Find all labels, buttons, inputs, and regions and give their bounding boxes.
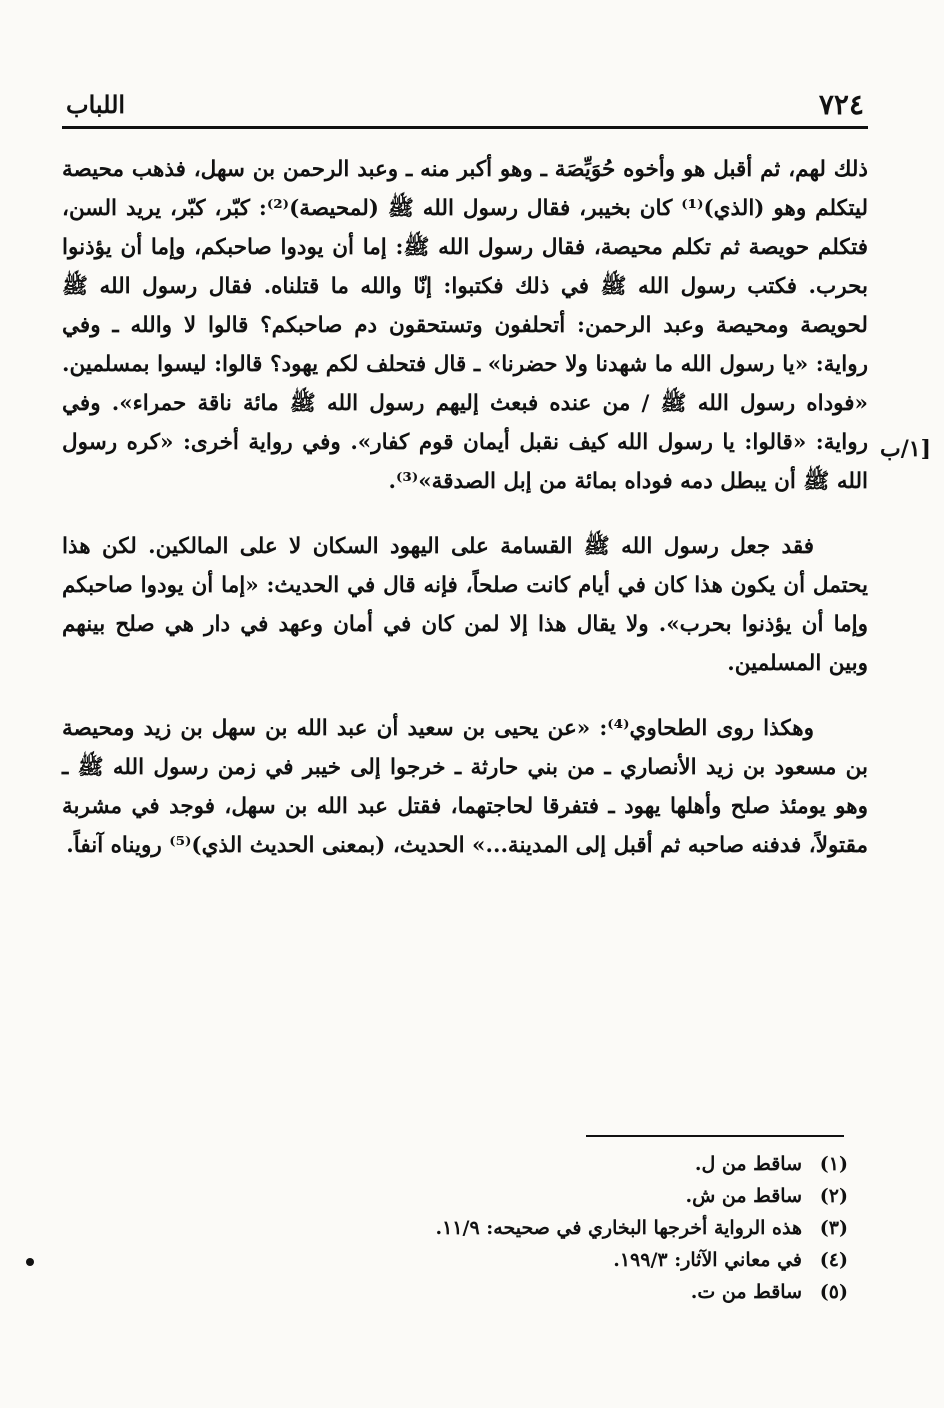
footnote xyxy=(120,1276,848,1308)
scan-speck xyxy=(26,1258,34,1266)
running-header xyxy=(62,86,868,129)
footnote-number: (٣) xyxy=(819,1217,848,1239)
footnote xyxy=(120,1148,848,1180)
footnote-number: (١) xyxy=(819,1153,848,1175)
paragraph-commentary: فقد جعل رسول الله ﷺ القسامة على اليهود السكان لا على المالكين. لكن هذا يحتمل أن يكون هذا كان في أيام كانت صلحاً، فإنه قال في الحديث: «إما أن يودوا صاحبكم وإما أن يؤذنوا بحرب». ولا يقال هذا إلا لمن كان في أمان وعهد في دار هي صلح بينهم وبين المسلمين. xyxy=(62,534,868,676)
footnote-text: ساقط من ت. xyxy=(690,1281,802,1303)
footnote xyxy=(120,1212,848,1244)
footnote-text: ساقط من ش. xyxy=(685,1185,802,1207)
footnote-text: هذه الرواية أخرجها البخاري في صحيحه: ١١/٩. xyxy=(435,1217,802,1239)
footnote-separator xyxy=(586,1135,844,1137)
footnote xyxy=(120,1180,848,1212)
page-number: ٧٢٤ xyxy=(818,88,864,121)
paragraph-hadith: ذلك لهم، ثم أقبل هو وأخوه حُوَيِّصَة ـ وهو أكبر منه ـ وعبد الرحمن بن سهل، فذهب محيصة ليتكلم وهو (الذي)⁽¹⁾ كان بخيبر، فقال رسول الله ﷺ (لمحيصة)⁽²⁾: كبّر، كبّر، يريد السن، فتكلم حويصة ثم تكلم محيصة، فقال رسول الله ﷺ: إما أن يودوا صاحبكم، وإما أن يؤذنوا بحرب. فكتب رسول الله ﷺ في ذلك فكتبوا: إنّا والله ما قتلناه. فقال رسول الله ﷺ لحويصة ومحيصة وعبد الرحمن: أتحلفون وتستحقون دم صاحبكم؟ قالوا لا والله ـ وفي رواية: «يا رسول الله ما شهدنا ولا حضرنا» ـ قال فتحلف لكم يهود؟ قالوا: ليسوا بمسلمين. «فوداه رسول الله ﷺ / من عنده فبعث إليهم رسول الله ﷺ مائة ناقة حمراء». وفي رواية: «قالوا: يا رسول الله كيف نقبل أيمان قوم كفار». وفي رواية أخرى: «كره رسول الله ﷺ أن يبطل دمه فوداه بمائة من إبل الصدقة»⁽³⁾. xyxy=(62,157,868,494)
footnote xyxy=(120,1244,848,1276)
footnote-number: (٥) xyxy=(819,1281,848,1303)
paragraph-tahawi: وهكذا روى الطحاوي⁽⁴⁾: «عن يحيى بن سعيد أن عبد الله بن سهل بن زيد ومحيصة بن مسعود بن زيد الأنصاري ـ من بني حارثة ـ خرجوا إلى خيبر في زمن رسول الله ﷺ ـ وهو يومئذ صلح وأهلها يهود ـ فتفرقا لحاجتهما، فقتل عبد الله بن سهل، فوجد في مشربة مقتولاً، فدفنه صاحبه ثم أقبل إلى المدينة...» الحديث، (بمعنى الحديث الذي)⁽⁵⁾ رويناه آنفاً. xyxy=(62,716,868,858)
footnote-number: (٢) xyxy=(819,1185,848,1207)
margin-folio-note: ١/ب] xyxy=(880,436,931,462)
footnotes xyxy=(120,1148,848,1308)
running-title: اللباب xyxy=(66,90,126,119)
footnote-number: (٤) xyxy=(819,1249,848,1271)
footnote-text: ساقط من ل. xyxy=(694,1153,802,1175)
main-text xyxy=(62,150,868,865)
footnote-text: في معاني الآثار: ١٩٩/٣. xyxy=(613,1249,802,1271)
